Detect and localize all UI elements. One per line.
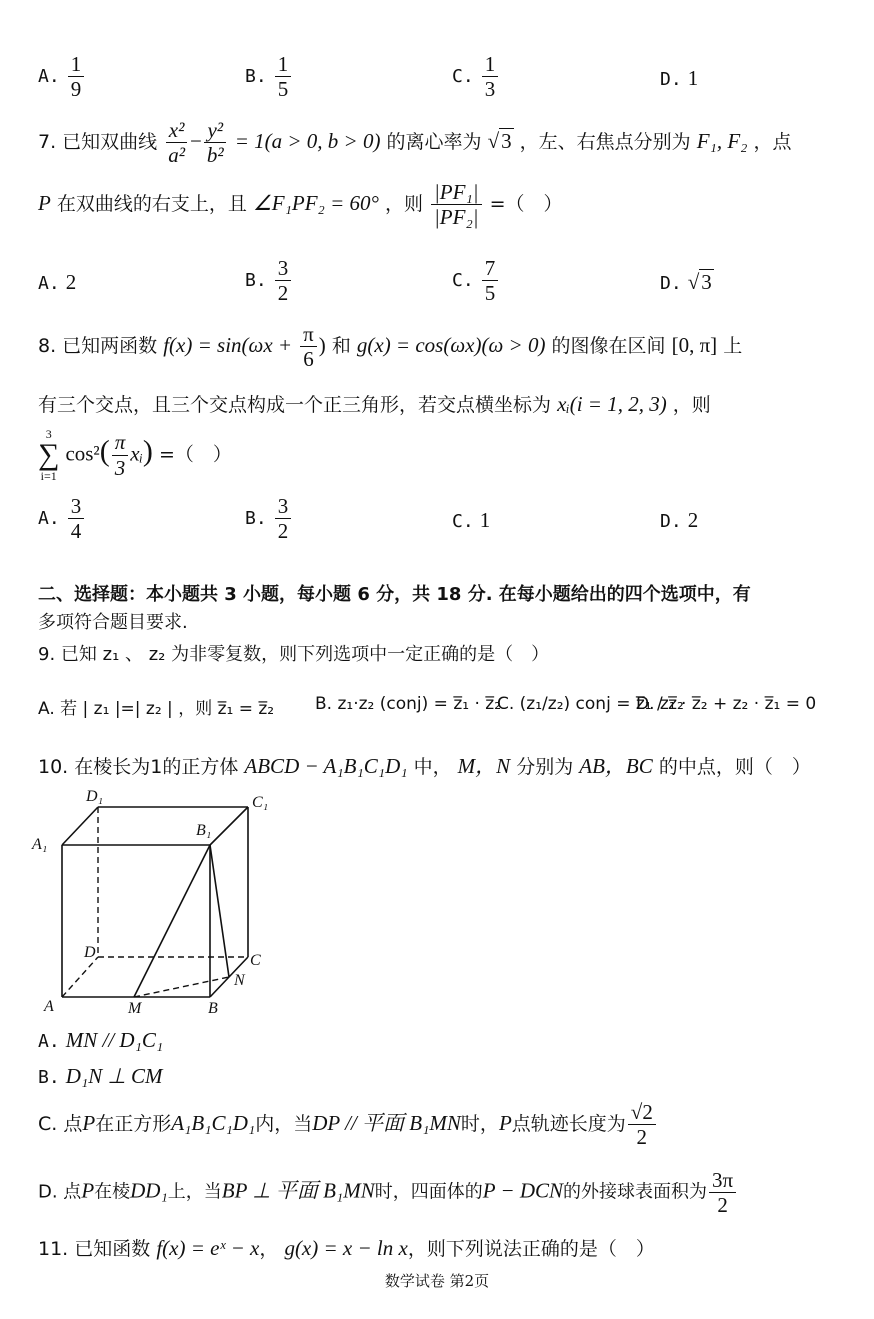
q6-option-a: A. $\frac{1}{9}$ <box>38 52 86 101</box>
q10-option-a: A. MN // D₁C₁ <box>38 1028 164 1052</box>
q8-option-b: B. $\frac{3}{2}$ <box>245 494 293 543</box>
q8-option-c: C. 1 <box>452 508 491 532</box>
q9-option-c: C. (z₁/z₂) conj = z̅₁ / z̅₂ <box>497 694 684 714</box>
edge-A1D1 <box>62 807 98 845</box>
label-N: N <box>234 972 245 989</box>
q8-line2: 有三个交点，且三个交点构成一个正三角形，若交点横坐标为 xᵢ(i = 1, 2, 3) ，则 <box>38 392 711 416</box>
q7-line2: P 在双曲线的右支上，且 ∠F₁PF₂ = 60° ，则 $\frac{\text{|PF₁|}}{\text{|PF₂|}}$ =（ ） <box>38 180 563 230</box>
q6-option-d: D. 1 <box>660 66 699 90</box>
q10-option-c: C. 点P在正方形A₁B₁C₁D₁内，当DP // 平面 B₁MN时，P点轨迹长度为 $\frac{√2}{2}$ <box>38 1100 658 1149</box>
q7-ratio: $\frac{\text{|PF₁|}}{\text{|PF₂|}}$ <box>431 180 482 229</box>
q7-equation: = 1(a > 0, b > 0) <box>234 129 381 154</box>
q7-option-b: B. $\frac{3}{2}$ <box>245 256 293 305</box>
section2-heading-cont: 多项符合题目要求. <box>38 612 188 633</box>
q6-option-c: C. $\frac{1}{3}$ <box>452 52 500 101</box>
q10-option-d: D. 点P在棱DD₁上，当BP ⊥ 平面 B₁MN时，四面体的P − DCN的外接球表面积为 $\frac{3\pi}{2}$ <box>38 1168 738 1217</box>
q8-sum-expression: 3 ∑ i=1 cos²( $\frac{\pi}{3}$ xᵢ) =（ ） <box>38 427 232 483</box>
q9-option-a: A. 若 | z₁ |=| z₂ | ，则 z̅₁ = z̅₂ <box>38 699 275 719</box>
label-C: C <box>250 952 261 969</box>
q7-eccentricity: √3 <box>487 129 512 154</box>
cube-figure <box>30 785 280 1020</box>
q9-option-d: D. z₁ · z̅₂ + z₂ · z̅₁ = 0 <box>636 694 817 714</box>
q11-stem: 11. 已知函数 f(x) = eˣ − x， g(x) = x − ln x，则下列说法正确的是（ ） <box>38 1236 655 1260</box>
q8-line1: 8. 已知两函数 f(x) = sin(ωx + $\frac{\pi}{6}$ ) 和 g(x) = cos(ωx)(ω > 0) 的图像在区间 [0, π] 上 <box>38 322 743 372</box>
label-B1: B₁ <box>196 822 212 839</box>
q7-option-a: A. 2 <box>38 270 77 294</box>
label-C1: C₁ <box>252 794 269 811</box>
label-D: D <box>84 944 96 961</box>
edge-AD-hidden <box>62 957 98 997</box>
q6-option-b: B. $\frac{1}{5}$ <box>245 52 293 101</box>
q9-stem: 9. 已知 z₁ 、 z₂ 为非零复数，则下列选项中一定正确的是（ ） <box>38 644 550 665</box>
q9-option-b: B. z₁·z₂ (conj) = z̅₁ · z̅₂ <box>315 694 502 714</box>
label-A: A <box>44 998 54 1015</box>
section2-heading: 二、选择题：本小题共 3 小题，每小题 6 分，共 18 分. 在每小题给出的四个选项中，有 <box>38 584 751 605</box>
edge-MN-hidden <box>134 977 229 997</box>
summation-symbol: ∑ <box>38 438 60 471</box>
q7-line1: 7. 已知双曲线 $\frac{\text{x²}}{\text{a²}}$ − $\frac{\text{y²}}{\text{b²}}$ = 1(a > 0, b > 0) 的离心率为 √3 ，左、右焦点分别为 F₁, F₂ ，点 <box>38 118 792 168</box>
q7-option-d: D. √3 <box>660 270 712 294</box>
label-M: M <box>128 1000 142 1017</box>
q6-a-fraction: $\frac{1}{9}$ <box>68 52 85 101</box>
edge-B1M <box>134 845 210 997</box>
label-A1: A₁ <box>32 836 48 853</box>
q7-option-c: C. $\frac{7}{5}$ <box>452 256 500 305</box>
label-D1: D₁ <box>86 788 104 805</box>
q8-option-d: D. 2 <box>660 508 699 532</box>
q10-stem: 10. 在棱长为1的正方体 ABCD − A₁B₁C₁D₁ 中， M，N 分别为 AB，BC 的中点，则（ ） <box>38 754 811 778</box>
label-B: B <box>208 1000 218 1017</box>
page-footer: 数学试卷 第2页 <box>384 1272 490 1290</box>
q10-option-b: B. D₁N ⊥ CM <box>38 1064 163 1088</box>
edge-B1C1 <box>210 807 248 845</box>
q8-option-a: A. $\frac{3}{4}$ <box>38 494 86 543</box>
